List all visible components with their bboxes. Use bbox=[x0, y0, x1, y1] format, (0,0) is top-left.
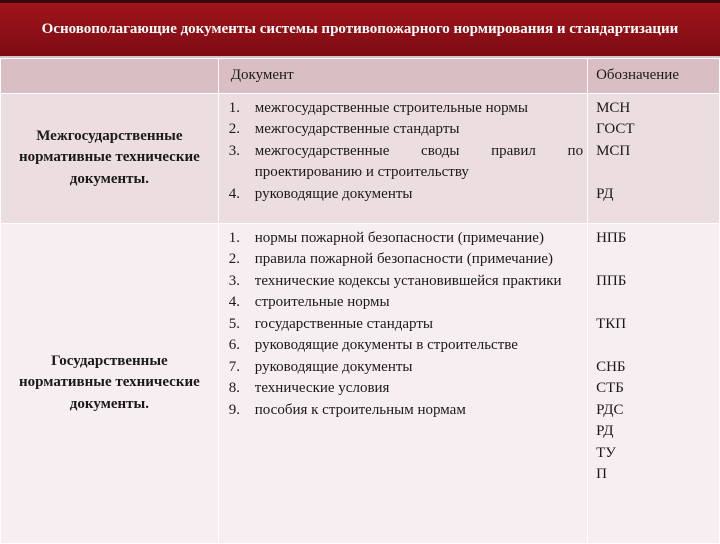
documents-list bbox=[225, 228, 583, 422]
category-cell: Межгосударственные нормативные технические документы. bbox=[1, 93, 219, 223]
document-item bbox=[225, 249, 583, 271]
document-item-text: пособия к строительным нормам bbox=[254, 401, 466, 418]
item-number: 2. bbox=[228, 251, 241, 267]
item-number: 4. bbox=[228, 294, 241, 310]
document-item-text: правила пожарной безопасности (примечание) bbox=[254, 251, 554, 267]
category-cell: Государственные нормативные технические документы. bbox=[1, 223, 219, 543]
designation-code: МСН bbox=[596, 99, 631, 116]
designation-code: РД bbox=[596, 185, 614, 202]
document-item bbox=[225, 228, 583, 250]
designation-code: ГОСТ bbox=[596, 121, 635, 137]
designation-code: СНБ bbox=[596, 358, 626, 375]
designation-code bbox=[596, 249, 715, 271]
item-number: 3. bbox=[228, 272, 241, 289]
document-item-text: межгосударственные строительные нормы bbox=[254, 99, 529, 116]
document-item bbox=[225, 378, 583, 400]
document-item bbox=[225, 335, 583, 357]
designation-code: РД bbox=[596, 423, 614, 439]
document-item bbox=[225, 119, 583, 141]
item-number: 4. bbox=[228, 185, 241, 202]
item-number: 1. bbox=[228, 229, 241, 246]
document-item-text: государственные стандарты bbox=[254, 315, 433, 332]
document-item-text: нормы пожарной безопасности (примечание) bbox=[254, 229, 544, 246]
document-item-text: межгосударственные своды правил по проектированию и строительству bbox=[254, 142, 584, 180]
document-item bbox=[225, 141, 583, 184]
document-item bbox=[225, 98, 583, 120]
title-bar bbox=[0, 0, 720, 56]
documents-table bbox=[0, 58, 720, 544]
designation-code: СТБ bbox=[596, 380, 624, 396]
header-category-cell bbox=[1, 59, 219, 94]
designation-code: МСП bbox=[596, 142, 631, 159]
document-item bbox=[225, 292, 583, 314]
documents-cell bbox=[218, 93, 587, 223]
designation-code: РДС bbox=[596, 401, 624, 418]
documents-cell bbox=[218, 223, 587, 543]
table-row-interstate bbox=[1, 93, 720, 223]
item-number: 6. bbox=[228, 337, 241, 353]
item-number: 5. bbox=[228, 315, 241, 332]
document-item bbox=[225, 184, 583, 206]
header-document-cell: Документ bbox=[218, 59, 587, 94]
item-number: 3. bbox=[228, 142, 241, 159]
designation-code: ТУ bbox=[596, 444, 616, 461]
page-title: Основополагающие документы системы противопожарного нормирования и стандартизации bbox=[41, 21, 679, 37]
table-row-state bbox=[1, 223, 720, 543]
documents-list bbox=[225, 98, 583, 206]
designation-code: П bbox=[596, 466, 607, 482]
table-header-row bbox=[1, 59, 720, 94]
item-number: 9. bbox=[228, 401, 241, 418]
document-item-text: строительные нормы bbox=[254, 294, 390, 310]
designation-code: ППБ bbox=[596, 272, 627, 289]
designation-code: НПБ bbox=[596, 229, 627, 246]
document-item bbox=[225, 271, 583, 293]
document-item bbox=[225, 314, 583, 336]
designations-cell bbox=[588, 93, 720, 223]
item-number: 1. bbox=[228, 99, 241, 116]
item-number: 2. bbox=[228, 121, 241, 137]
designation-code bbox=[596, 335, 715, 357]
document-item-text: руководящие документы bbox=[254, 358, 413, 375]
document-item bbox=[225, 357, 583, 379]
header-designation-cell: Обозначение bbox=[588, 59, 720, 94]
document-item-text: руководящие документы bbox=[254, 185, 413, 202]
document-item-text: межгосударственные стандарты bbox=[254, 121, 460, 137]
designation-code bbox=[596, 162, 715, 184]
designation-code: ТКП bbox=[596, 315, 627, 332]
designations-cell bbox=[588, 223, 720, 543]
document-item-text: технические условия bbox=[254, 380, 390, 396]
document-item-text: руководящие документы в строительстве bbox=[254, 337, 518, 353]
designation-code bbox=[596, 292, 715, 314]
document-item bbox=[225, 400, 583, 422]
item-number: 7. bbox=[228, 358, 241, 375]
item-number: 8. bbox=[228, 380, 241, 396]
document-item-text: технические кодексы установившейся практики bbox=[254, 272, 562, 289]
